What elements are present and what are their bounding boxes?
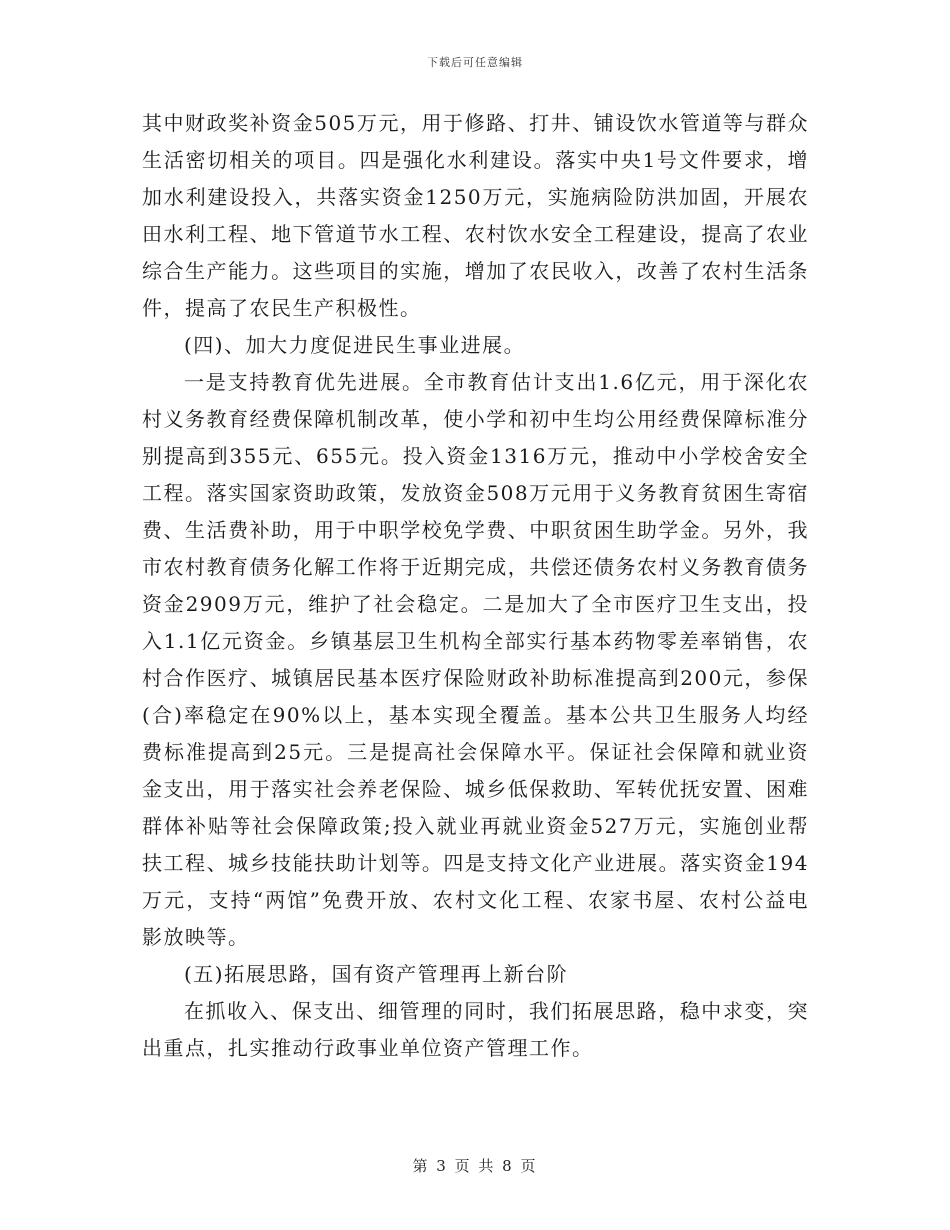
document-body <box>142 105 809 1067</box>
section-heading-livelihood: (四)、加大力度促进民生事业进展。 <box>184 333 526 357</box>
paragraph-water-conservancy: 其中财政奖补资金505万元，用于修路、打井、铺设饮水管道等与群众生活密切相关的项目。四是强化水利建设。落实中央1号文件要求，增加水利建设投入，共落实资金1250万元，实施病险防洪加固，开展农田水利工程、地下管道节水工程、农村饮水安全工程建设，提高了农业综合生产能力。这些项目的实施，增加了农民收入，改善了农村生活条件，提高了农民生产积极性。 <box>142 111 809 320</box>
paragraph-education-health-social: 一是支持教育优先进展。全市教育估计支出1.6亿元，用于深化农村义务教育经费保障机制改革，使小学和初中生均公用经费保障标准分别提高到355元、655元。投入资金1316万元，推动中小学校舍安全工程。落实国家资助政策，发放资金508万元用于义务教育贫困生寄宿费、生活费补助，用于中职学校免学费、中职贫困生助学金。另外，我市农村教育债务化解工作将于近期完成，共偿还债务农村义务教育债务资金2909万元，维护了社会稳定。二是加大了全市医疗卫生支出，投入1.1亿元资金。乡镇基层卫生机构全部实行基本药物零差率销售，农村合作医疗、城镇居民基本医疗保险财政补助标准提高到200元，参保(合)率稳定在90%以上，基本实现全覆盖。基本公共卫生服务人均经费标准提高到25元。三是提高社会保障水平。保证社会保障和就业资金支出，用于落实社会养老保险、城乡低保救助、军转优抚安置、困难群体补贴等社会保障政策;投入就业再就业资金527万元，实施创业帮扶工程、城乡技能扶助计划等。四是支持文化产业进展。落实资金194万元，支持“两馆”免费开放、农村文化工程、农家书屋、农村公益电影放映等。 <box>142 370 809 949</box>
page-number: 第 3 页 共 8 页 <box>412 1157 538 1175</box>
section-heading-state-assets: (五)拓展思路，国有资产管理再上新台阶 <box>184 962 569 986</box>
download-note: 下载后可任意编辑 <box>427 56 523 69</box>
paragraph-asset-management: 在抓收入、保支出、细管理的同时，我们拓展思路，稳中求变，突出重点，扎实推动行政事业单位资产管理工作。 <box>142 999 809 1060</box>
